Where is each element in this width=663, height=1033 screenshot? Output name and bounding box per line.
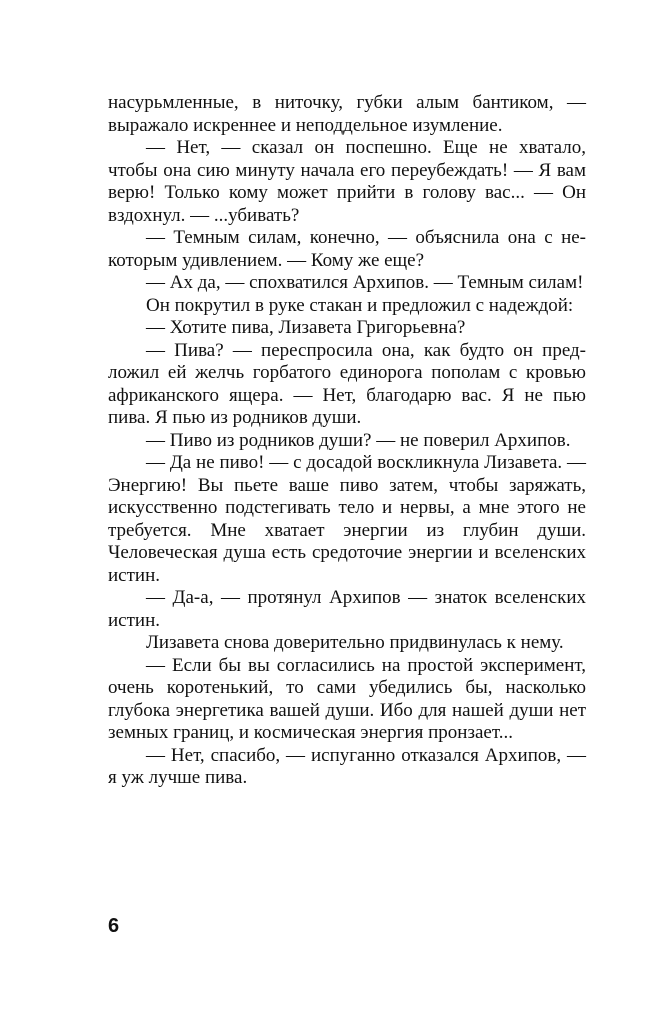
paragraph: — Темным силам, конечно, — объяснила она с некоторым удивлением. — Кому же еще? bbox=[108, 227, 586, 271]
paragraph: насурьмленные, в ниточку, губки алым бантиком, — выражало искреннее и неподдельное изумление. bbox=[108, 92, 586, 136]
paragraph: — Нет, — сказал он поспешно. Еще не хватало, чтобы она сию минуту начала его переубеждать! — Я вам верю! Только кому может прийти в голову вас... — Он вздохнул. — ...убивать? bbox=[108, 137, 586, 226]
paragraph: Он покрутил в руке стакан и предложил с надеждой: bbox=[146, 294, 574, 316]
body-text bbox=[108, 92, 586, 790]
paragraph: Лизавета снова доверительно придвинулась к нему. bbox=[146, 632, 564, 653]
paragraph: — Пива? — переспросила она, как будто он предложил ей желчь горбатого единорога пополам с кровью африканского ящера. — Нет, благодарю вас. Я не пью пива. Я пью из родников души. bbox=[108, 339, 586, 428]
paragraph: — Да-а, — протянул Архипов — знаток вселенских истин. bbox=[108, 587, 586, 631]
paragraph: — Нет, спасибо, — испуганно отказался Архипов, — я уж лучше пива. bbox=[108, 744, 586, 788]
paragraph: — Ах да, — спохватился Архипов. — Темным силам! bbox=[146, 272, 584, 293]
paragraph: — Если бы вы согласились на простой эксперимент, очень коротенький, то сами убедились бы, насколько глубока энергетика вашей души. Ибо для нашей души нет земных границ, и космическая энергия пронзает... bbox=[108, 654, 586, 743]
page-number: 6 bbox=[108, 915, 120, 937]
paragraph: — Да не пиво! — с досадой воскликнула Лизавета. — Энергию! Вы пьете ваше пиво затем, чтобы заряжать, искусственно подстегивать тело и нервы, а мне этого не требуется. Мне хватает энергии из глубин души. Человеческая душа есть средоточие энергии и вселенских истин. bbox=[108, 452, 586, 586]
paragraph: — Пиво из родников души? — не поверил Архипов. bbox=[146, 429, 571, 451]
paragraph: — Хотите пива, Лизавета Григорьевна? bbox=[146, 317, 466, 338]
